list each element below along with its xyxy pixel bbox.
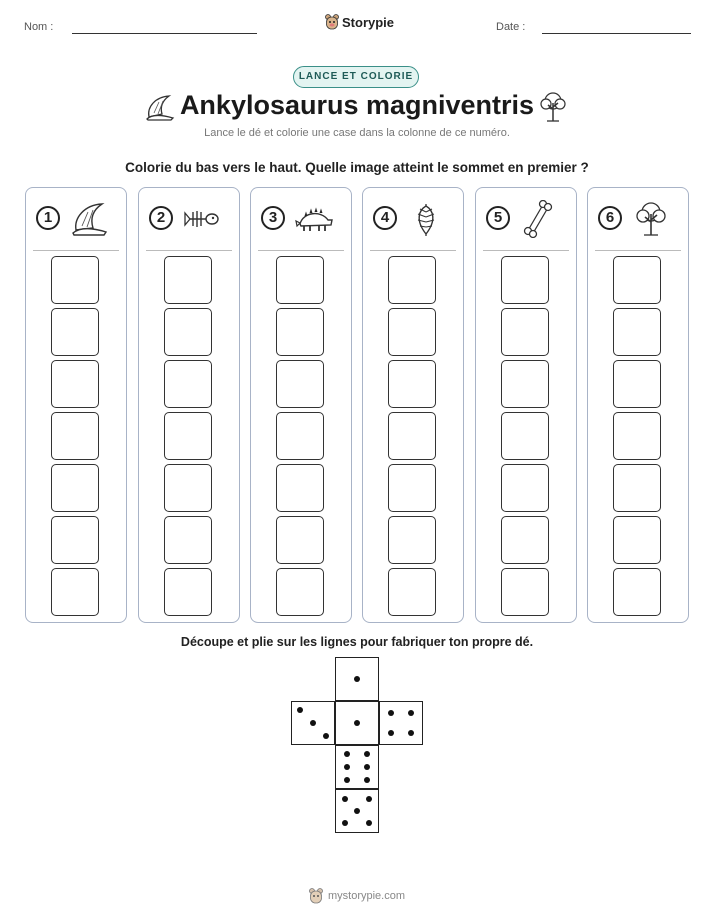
color-box[interactable] <box>501 568 549 616</box>
die-pip <box>354 808 360 814</box>
storypie-mascot-icon <box>309 888 323 904</box>
column-number: 5 <box>486 206 510 230</box>
bone-icon <box>520 200 558 238</box>
color-box[interactable] <box>388 308 436 356</box>
die-pip <box>297 707 303 713</box>
color-box[interactable] <box>51 308 99 356</box>
color-box[interactable] <box>276 256 324 304</box>
die-pip <box>366 796 372 802</box>
die-pip <box>354 720 360 726</box>
die-pip <box>310 720 316 726</box>
color-box[interactable] <box>164 516 212 564</box>
die-pip <box>344 764 350 770</box>
column-divider <box>595 250 681 251</box>
tree-icon <box>632 200 670 238</box>
color-box[interactable] <box>613 568 661 616</box>
die-pip <box>408 730 414 736</box>
color-box[interactable] <box>501 412 549 460</box>
color-box[interactable] <box>613 256 661 304</box>
page-subtitle: Lance le dé et colorie une case dans la colonne de ce numéro. <box>204 127 510 139</box>
color-box[interactable] <box>501 256 549 304</box>
die-face-left <box>291 701 335 745</box>
color-box[interactable] <box>388 412 436 460</box>
die-face-right <box>379 701 423 745</box>
name-line <box>72 33 257 34</box>
fin-rock-icon <box>70 200 108 238</box>
color-box[interactable] <box>164 360 212 408</box>
die-pip <box>342 796 348 802</box>
column-number: 6 <box>598 206 622 230</box>
instruction-bottom: Découpe et plie sur les lignes pour fabriquer ton propre dé. <box>180 635 534 649</box>
color-box[interactable] <box>51 568 99 616</box>
die-pip <box>364 751 370 757</box>
color-box[interactable] <box>388 256 436 304</box>
die-face-bottom <box>335 789 379 833</box>
die-pip <box>344 751 350 757</box>
color-box[interactable] <box>276 516 324 564</box>
color-box[interactable] <box>613 308 661 356</box>
color-box[interactable] <box>501 360 549 408</box>
color-box[interactable] <box>164 412 212 460</box>
color-box[interactable] <box>388 464 436 512</box>
column-divider <box>146 250 232 251</box>
die-face-below <box>335 745 379 789</box>
color-box[interactable] <box>51 256 99 304</box>
column-2 <box>138 187 240 623</box>
name-label: Nom : <box>24 21 54 33</box>
date-label: Date : <box>496 21 526 33</box>
die-pip <box>344 777 350 783</box>
die-pip <box>364 777 370 783</box>
die-pip <box>388 730 394 736</box>
color-box[interactable] <box>276 360 324 408</box>
color-box[interactable] <box>164 256 212 304</box>
column-1 <box>25 187 127 623</box>
color-box[interactable] <box>276 568 324 616</box>
color-box[interactable] <box>276 464 324 512</box>
color-box[interactable] <box>164 464 212 512</box>
footer <box>0 888 714 904</box>
color-box[interactable] <box>388 360 436 408</box>
color-box[interactable] <box>501 308 549 356</box>
color-box[interactable] <box>164 308 212 356</box>
column-divider <box>483 250 569 251</box>
color-box[interactable] <box>613 516 661 564</box>
color-box[interactable] <box>51 360 99 408</box>
die-pip <box>388 710 394 716</box>
color-box[interactable] <box>276 308 324 356</box>
column-4 <box>362 187 464 623</box>
fern-leaf-icon <box>407 200 445 238</box>
die-pip <box>354 676 360 682</box>
color-box[interactable] <box>164 568 212 616</box>
brand-name: Storypie <box>342 14 395 30</box>
fish-bone-icon <box>183 200 221 238</box>
column-5 <box>475 187 577 623</box>
die-pip <box>366 820 372 826</box>
instruction-top: Colorie du bas vers le haut. Quelle image atteint le sommet en premier ? <box>125 160 589 175</box>
date-line <box>542 33 691 34</box>
die-face-top <box>335 657 379 701</box>
color-box[interactable] <box>276 412 324 460</box>
tree-icon <box>538 91 568 123</box>
column-3 <box>250 187 352 623</box>
column-divider <box>33 250 119 251</box>
color-box[interactable] <box>613 412 661 460</box>
color-box[interactable] <box>51 516 99 564</box>
column-divider <box>370 250 456 251</box>
die-pip <box>408 710 414 716</box>
die-pip <box>323 733 329 739</box>
column-number: 3 <box>261 206 285 230</box>
die-face-center <box>335 701 379 745</box>
column-number: 1 <box>36 206 60 230</box>
color-box[interactable] <box>51 412 99 460</box>
column-number: 4 <box>373 206 397 230</box>
storypie-mascot-icon <box>325 14 339 30</box>
column-number: 2 <box>149 206 173 230</box>
column-divider <box>258 250 344 251</box>
color-box[interactable] <box>388 568 436 616</box>
die-pip <box>342 820 348 826</box>
color-box[interactable] <box>613 464 661 512</box>
brand-logo <box>325 14 394 30</box>
page-title: Ankylosaurus magniventris <box>179 90 535 120</box>
column-6 <box>587 187 689 623</box>
color-box[interactable] <box>501 516 549 564</box>
activity-badge: LANCE ET COLORIE <box>293 66 419 88</box>
color-box[interactable] <box>388 516 436 564</box>
footer-url: mystorypie.com <box>327 890 406 902</box>
color-box[interactable] <box>501 464 549 512</box>
color-box[interactable] <box>51 464 99 512</box>
color-box[interactable] <box>613 360 661 408</box>
ankylosaurus-icon <box>295 200 333 238</box>
die-pip <box>364 764 370 770</box>
